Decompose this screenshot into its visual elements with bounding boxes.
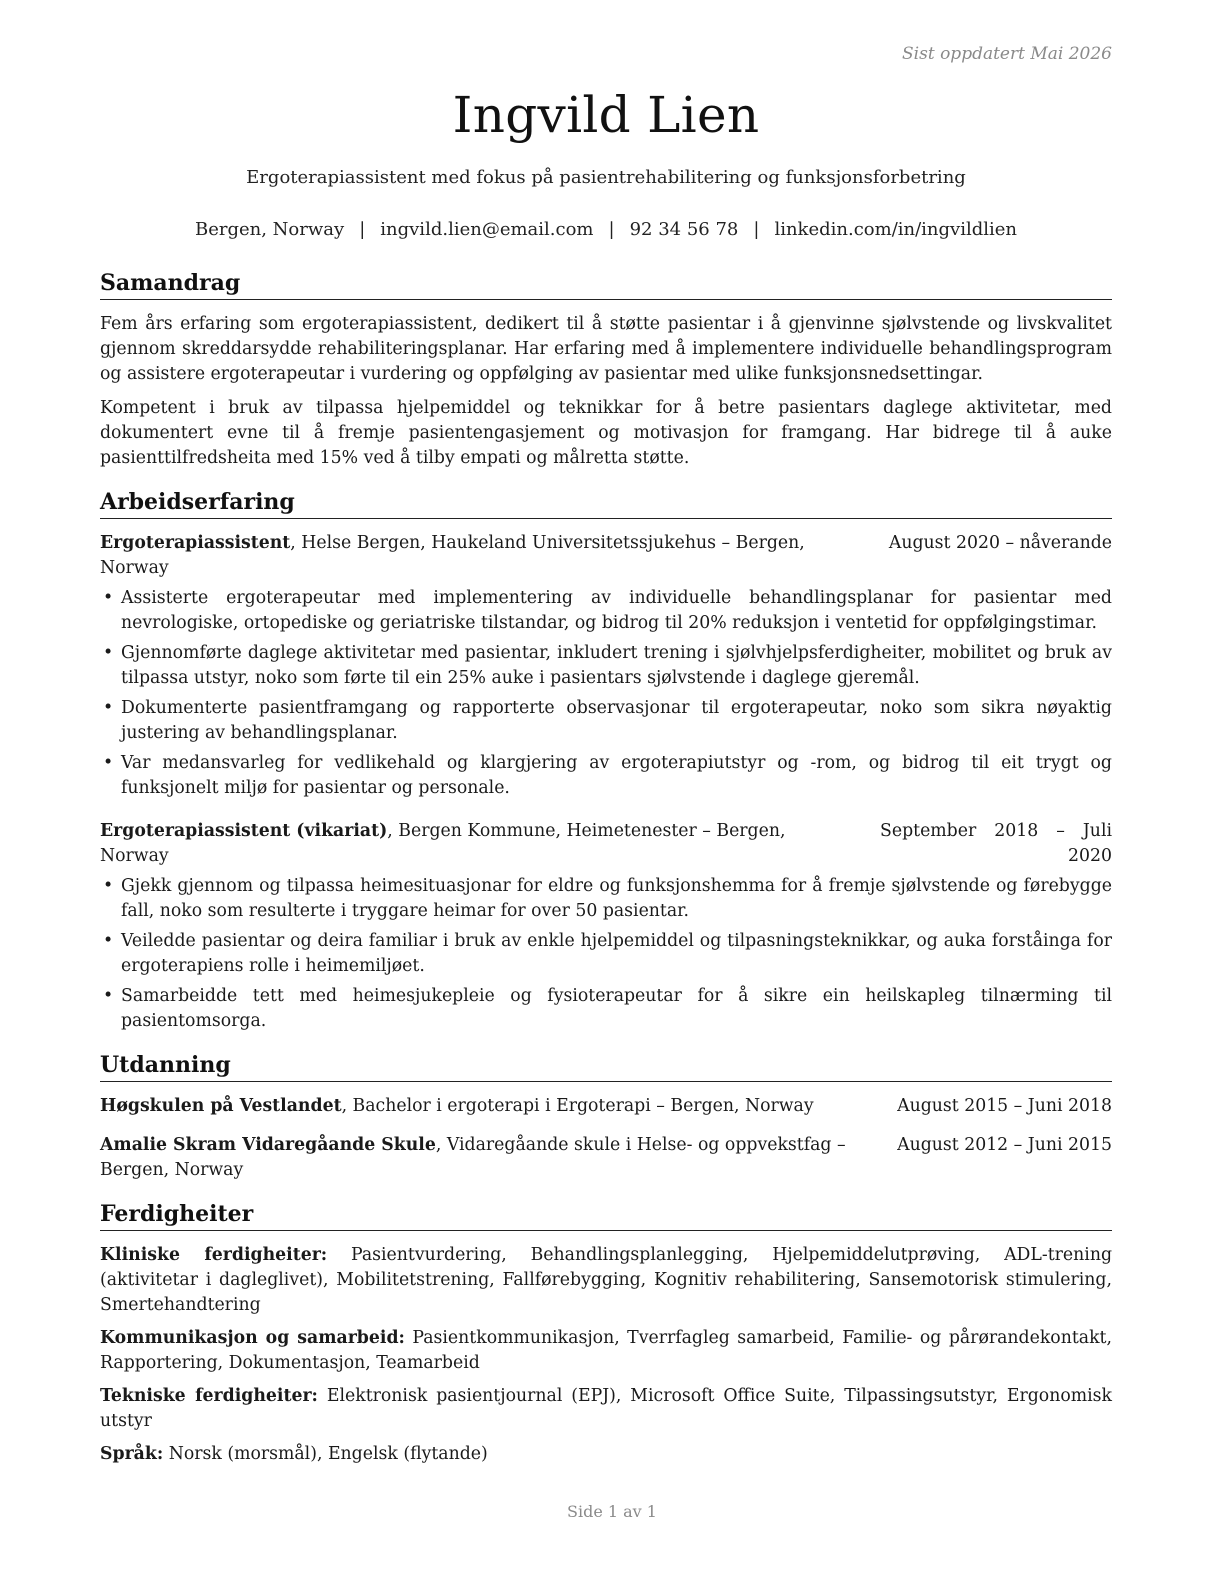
- school-name: Høgskulen på Vestlandet: [100, 1096, 342, 1116]
- resume-page: [100, 0, 1112, 1584]
- skill-group: [100, 1326, 1112, 1376]
- job-title-line: [100, 819, 880, 869]
- bullet-icon: •: [103, 753, 114, 773]
- list-item: [100, 641, 1112, 691]
- education-line: [100, 1133, 897, 1183]
- bullet-text: Gjennomførte daglege aktivitetar med pasientar, inkludert trening i sjølvhjelpsferdigheiter, mobilitet og bruk av tilpassa utstyr, noko som førte til ein 25% auke i pasientars sjølvstende i daglege gjeremål.: [121, 643, 1112, 688]
- bullet-icon: •: [103, 643, 114, 663]
- list-item: [100, 696, 1112, 746]
- list-item: [100, 751, 1112, 801]
- bullet-text: Dokumenterte pasientframgang og rapporterte observasjonar til ergoterapeutar, noko som sikra nøyaktig justering av behandlingsplanar.: [121, 698, 1112, 743]
- education-details: , Bachelor i ergoterapi i Ergoterapi – Bergen, Norway: [341, 1096, 814, 1116]
- section-title: Arbeidserfaring: [100, 487, 1112, 519]
- skill-group: [100, 1243, 1112, 1318]
- summary-paragraph: Kompetent i bruk av tilpassa hjelpemiddel og teknikkar for å betre pasientars daglege aktivitetar, med dokumentert evne til å fremje pasientengasjement og motivasjon for framgang. Har bidrege til å auke pasienttilfredsheita med 15% ved å tilby empati og målretta støtte.: [100, 398, 1112, 468]
- job-details: , Helse Bergen, Haukeland Universitetssjukehus – Bergen, Norway: [100, 533, 805, 578]
- job-header: [100, 819, 1112, 869]
- bullet-icon: •: [103, 698, 114, 718]
- candidate-name: Ingvild Lien: [452, 86, 760, 144]
- skill-label: Tekniske ferdigheiter:: [100, 1386, 318, 1406]
- skill-label: Kommunikasjon og samarbeid:: [100, 1328, 405, 1348]
- job-role: Ergoterapiassistent (vikariat): [100, 821, 388, 841]
- bullet-text: Veiledde pasientar og deira familiar i bruk av enkle hjelpemiddel og tilpasningsteknikkar, og auka forståinga for ergoterapiens rolle i heimemiljøet.: [121, 931, 1112, 976]
- job-dates: September 2018 – Juli 2020: [880, 821, 1112, 866]
- bullet-text: Gjekk gjennom og tilpassa heimesituasjonar for eldre og funksjonshemma for å fremje sjølvstende og førebygge fall, noko som resulterte i tryggare heimar for over 50 pasientar.: [121, 876, 1112, 921]
- bullet-icon: •: [103, 876, 114, 896]
- skill-group: [100, 1384, 1112, 1434]
- education-entry: [100, 1094, 1112, 1119]
- skill-label: Kliniske ferdigheiter:: [100, 1245, 328, 1265]
- list-item: [100, 929, 1112, 979]
- resume-content: [100, 268, 1112, 1483]
- job-entry: [100, 531, 1112, 801]
- job-title-line: [100, 531, 889, 581]
- bullet-icon: •: [103, 931, 114, 951]
- job-details: , Bergen Kommune, Heimetenester – Bergen, Norway: [100, 821, 786, 866]
- skill-group: [100, 1442, 1112, 1467]
- contact-separator: |: [753, 219, 760, 240]
- section-title: Samandrag: [100, 268, 1112, 300]
- job-dates: August 2020 – nåverande: [888, 533, 1112, 553]
- last-updated: Sist oppdatert Mai 2026: [902, 44, 1112, 64]
- section-title: Utdanning: [100, 1050, 1112, 1082]
- headline: Ergoterapiassistent med fokus på pasientrehabilitering og funksjonsforbetring: [246, 167, 966, 188]
- education-details: , Vidaregåande skule i Helse- og oppvekstfag – Bergen, Norway: [100, 1135, 846, 1180]
- education-section: [100, 1050, 1112, 1183]
- section-title: Ferdigheiter: [100, 1199, 1112, 1231]
- contact-email[interactable]: ingvild.lien@email.com: [380, 219, 594, 240]
- job-header: [100, 531, 1112, 581]
- list-item: [100, 984, 1112, 1034]
- bullet-text: Assisterte ergoterapeutar med implementering av individuelle behandlingsplanar for pasientar med nevrologiske, ortopediske og geriatriske tilstandar, og bidrog til 20% reduksjon i ventetid for oppfølgingstimar.: [121, 588, 1112, 633]
- contact-line: [100, 219, 1112, 240]
- contact-separator: |: [359, 219, 366, 240]
- skill-label: Språk:: [100, 1444, 164, 1464]
- contact-location: Bergen, Norway: [194, 219, 345, 240]
- job-bullets: [100, 586, 1112, 801]
- education-entry: [100, 1133, 1112, 1183]
- experience-section: [100, 487, 1112, 1034]
- list-item: [100, 874, 1112, 924]
- skill-items: Pasientkommunikasjon, Tverrfagleg samarbeid, Familie- og pårørandekontakt, Rapportering, Dokumentasjon, Teamarbeid: [100, 1328, 1112, 1373]
- job-entry: [100, 819, 1112, 1034]
- contact-separator: |: [608, 219, 615, 240]
- school-name: Amalie Skram Vidaregåande Skule: [100, 1135, 436, 1155]
- bullet-text: Samarbeidde tett med heimesjukepleie og fysioterapeutar for å sikre ein heilskapleg tilnærming til pasientomsorga.: [121, 986, 1112, 1031]
- education-dates: August 2015 – Juni 2018: [897, 1096, 1112, 1116]
- education-dates: August 2012 – Juni 2015: [897, 1135, 1112, 1155]
- summary-section: [100, 268, 1112, 471]
- job-role: Ergoterapiassistent: [100, 533, 291, 553]
- bullet-text: Var medansvarleg for vedlikehald og klargjering av ergoterapiutstyr og -rom, og bidrog til eit trygt og funksjonelt miljø for pasientar og personale.: [121, 753, 1112, 798]
- contact-phone: 92 34 56 78: [629, 219, 739, 240]
- summary-paragraph: Fem års erfaring som ergoterapiassistent, dedikert til å støtte pasientar i å gjenvinne sjølvstende og livskvalitet gjennom skreddarsydde rehabiliteringsplanar. Har erfaring med å implementere individuelle behandlingsprogram og assistere ergoterapeutar i vurdering og oppfølging av pasientar med ulike funksjonsnedsettingar.: [100, 314, 1112, 384]
- education-line: [100, 1094, 897, 1119]
- list-item: [100, 586, 1112, 636]
- skill-items: Pasientvurdering, Behandlingsplanlegging, Hjelpemiddelutprøving, ADL-trening (aktivitetar i dagleglivet), Mobilitetstrening, Fallførebygging, Kognitiv rehabilitering, Sansemotorisk stimulering, Smertehandtering: [100, 1245, 1113, 1315]
- bullet-icon: •: [103, 588, 114, 608]
- bullet-icon: •: [103, 986, 114, 1006]
- job-bullets: [100, 874, 1112, 1034]
- skills-section: [100, 1199, 1112, 1467]
- skill-items: Norsk (morsmål), Engelsk (flytande): [163, 1444, 488, 1464]
- skill-items: Elektronisk pasientjournal (EPJ), Microsoft Office Suite, Tilpassingsutstyr, Ergonomisk utstyr: [100, 1386, 1112, 1431]
- contact-linkedin[interactable]: linkedin.com/in/ingvildlien: [774, 219, 1018, 240]
- page-number: Side 1 av 1: [567, 1502, 657, 1521]
